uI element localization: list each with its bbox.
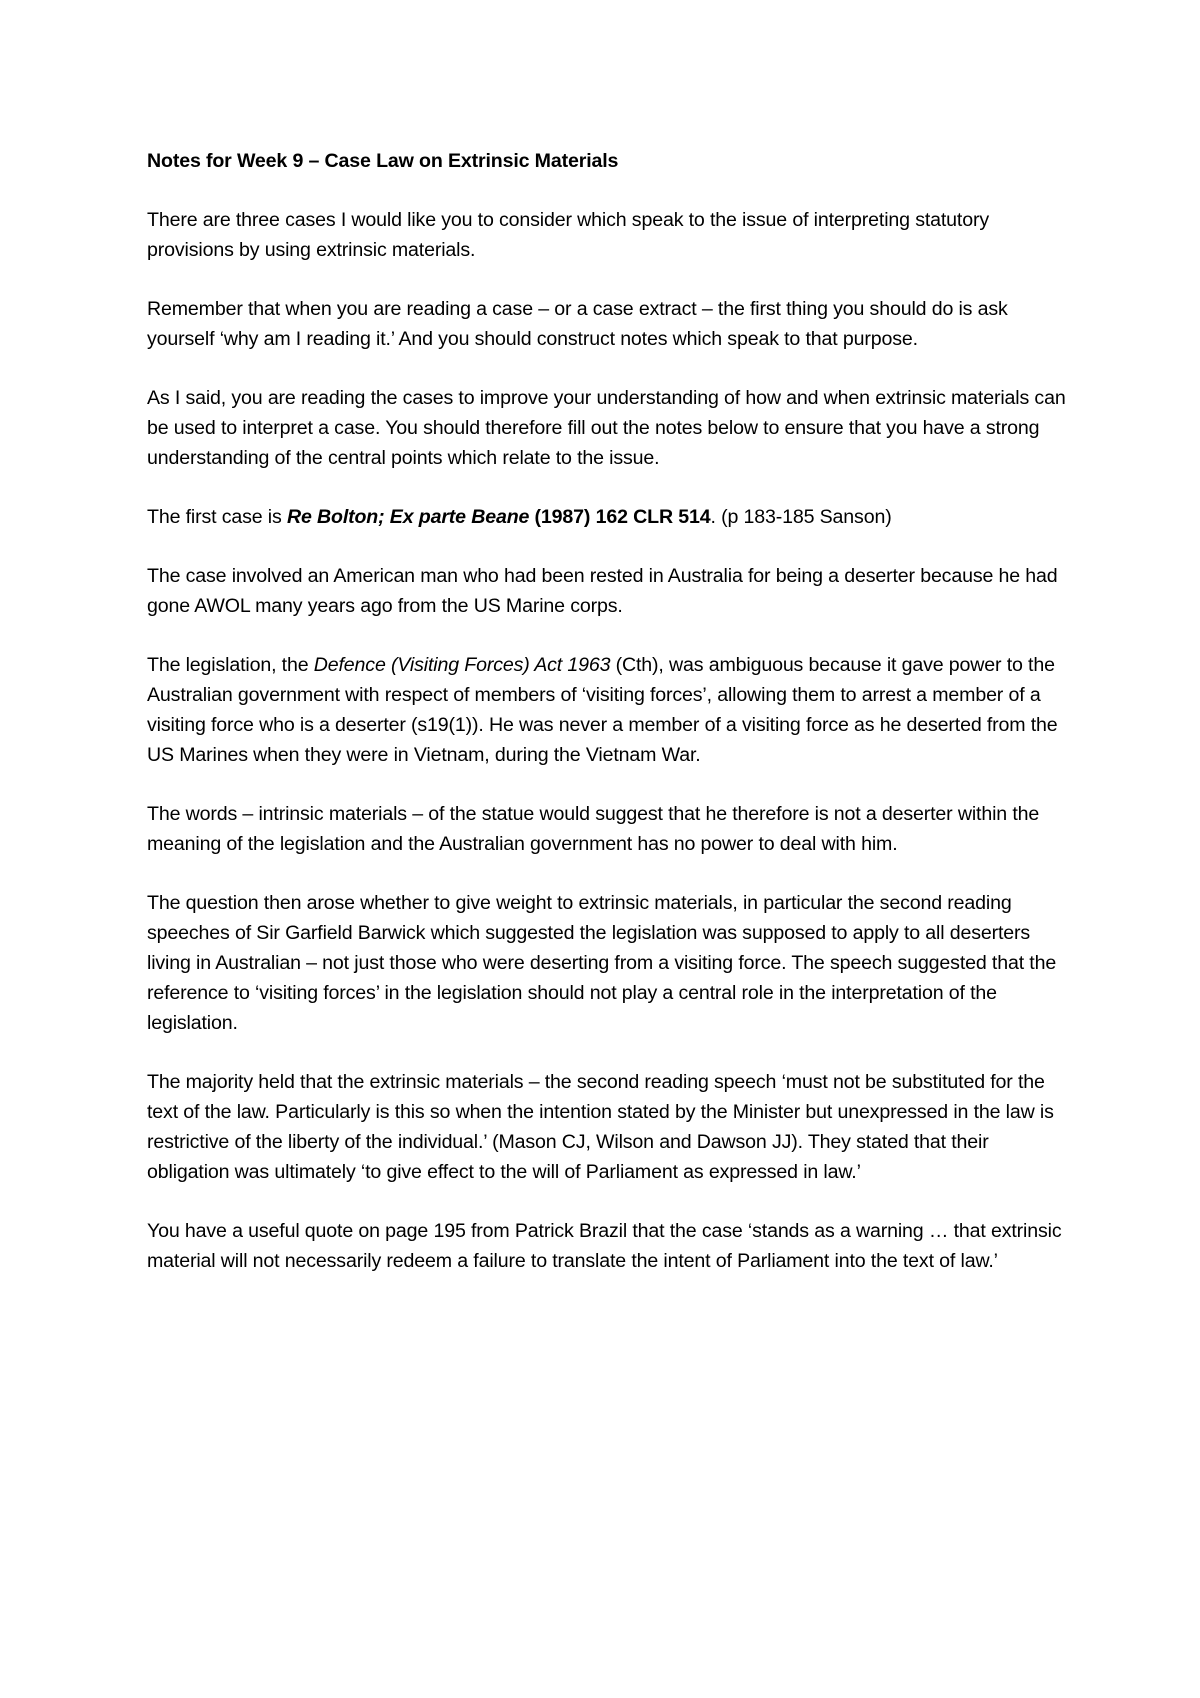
paragraph-case-facts: The case involved an American man who had been rested in Australia for being a deserter because he had gone AWOL many years ago from the US Marine corps. (147, 565, 1058, 617)
legislation-prefix: The legislation, the (147, 654, 314, 676)
paragraph-extrinsic-question: The question then arose whether to give weight to extrinsic materials, in particular the second reading speeches of Sir Garfield Barwick which suggested the legislation was supposed to apply to all deserters living in Australian – not just those who were deserting from a visiting force. The speech suggested that the reference to ‘visiting forces’ in the legislation should not play a central role in the interpretation of the legislation. (147, 892, 1057, 1034)
paragraph-brazil-quote: You have a useful quote on page 195 from Patrick Brazil that the case ‘stands as a warning … that extrinsic material will not necessarily redeem a failure to translate the intent of Parliament into the text of law.’ (147, 1220, 1062, 1272)
first-case-suffix: . (p 183-185 Sanson) (710, 506, 892, 528)
paragraph-intrinsic: The words – intrinsic materials – of the statue would suggest that he therefore is not a deserter within the meaning of the legislation and the Australian government has no power to deal with him. (147, 803, 1040, 855)
paragraph-legislation (147, 650, 1067, 770)
case-name: Re Bolton; Ex parte Beane (286, 506, 530, 528)
paragraph-intro: There are three cases I would like you to consider which speak to the issue of interpreting statutory provisions by using extrinsic materials. (147, 209, 989, 261)
paragraph-majority-holding: The majority held that the extrinsic materials – the second reading speech ‘must not be substituted for the text of the law. Particularly is this so when the intention stated by the Minister but unexpressed in the law is restrictive of the liberty of the individual.’ (Mason CJ, Wilson and Dawson JJ). They stated that their obligation was ultimately ‘to give effect to the will of Parliament as expressed in law.’ (147, 1071, 1054, 1183)
paragraph-reading-purpose: Remember that when you are reading a case – or a case extract – the first thing you should do is ask yourself ‘why am I reading it.’ And you should construct notes which speak to that purpose. (147, 298, 1008, 350)
legislation-suffix: (Cth), was ambiguous because it gave power to the Australian government with respect of members of ‘visiting forces’, allowing them to arrest a member of a visiting force who is a deserter (s19(1)). He was never a member of a visiting force as he deserted from the US Marines when they were in Vietnam, during the Vietnam War. (147, 654, 1058, 766)
first-case-prefix: The first case is (147, 506, 287, 528)
paragraph-understanding: As I said, you are reading the cases to improve your understanding of how and when extrinsic materials can be used to interpret a case. You should therefore fill out the notes below to ensure that you have a strong understanding of the central points which relate to the issue. (147, 387, 1066, 469)
paragraph-first-case (147, 502, 1067, 532)
case-citation: (1987) 162 CLR 514 (529, 506, 711, 528)
document-title: Notes for Week 9 – Case Law on Extrinsic Materials (147, 150, 619, 172)
document-body (147, 146, 1067, 1305)
act-name: Defence (Visiting Forces) Act 1963 (313, 654, 611, 676)
